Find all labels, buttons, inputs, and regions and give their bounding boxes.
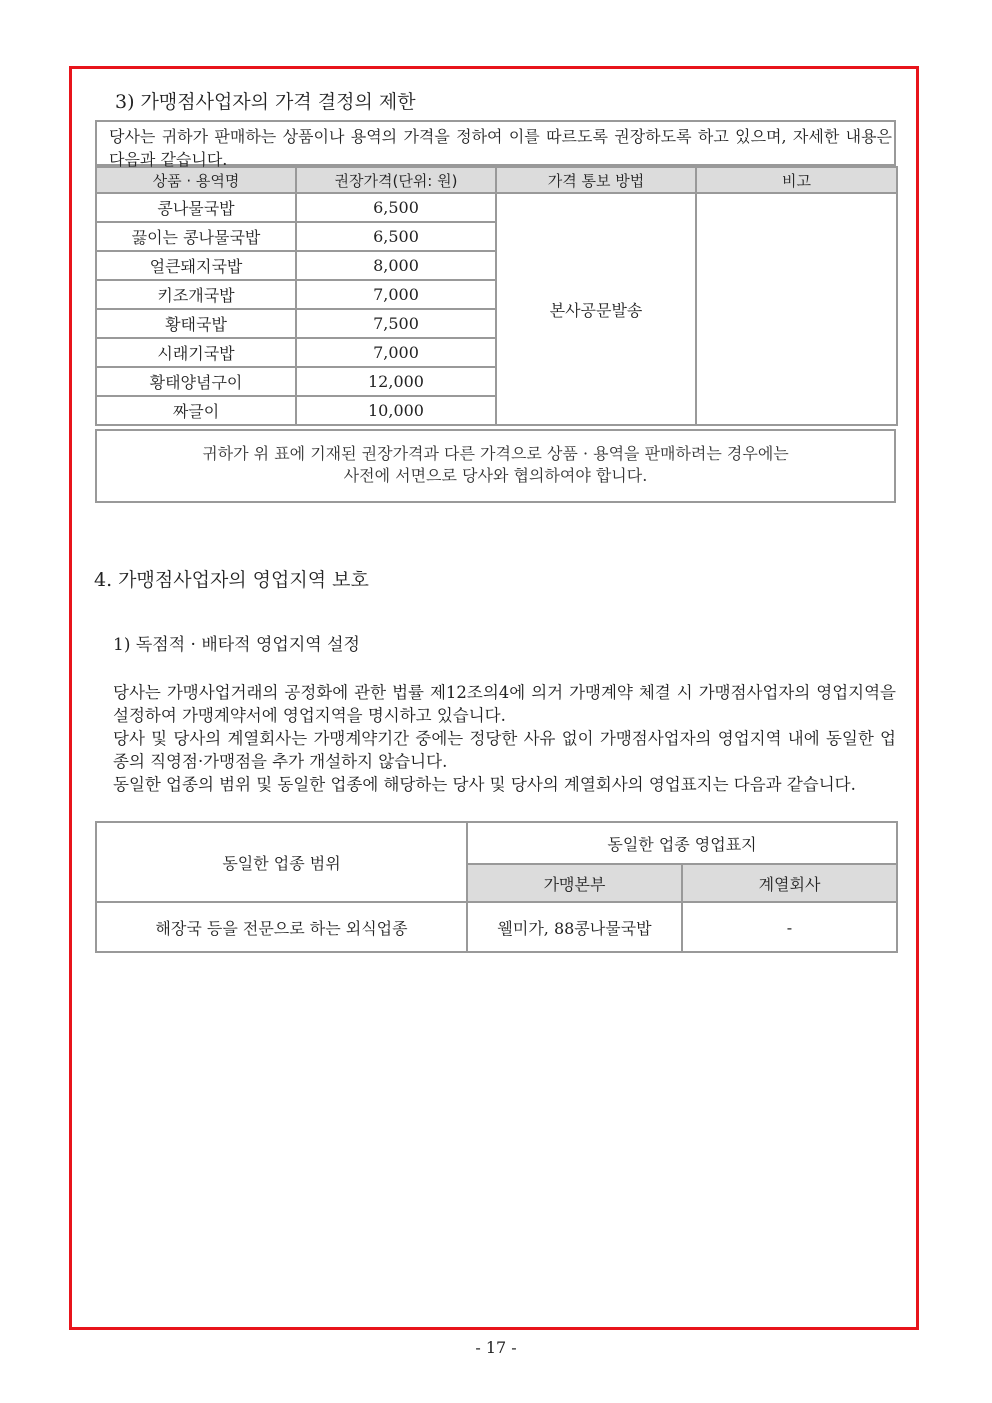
- product-price: 10,000: [296, 396, 496, 425]
- price-intro: 당사는 귀하가 판매하는 상품이나 용역의 가격을 정하여 이를 따르도록 권장하도록 하고 있으며, 자세한 내용은 다음과 같습니다.: [95, 120, 896, 166]
- table-row: [96, 902, 897, 952]
- header-franchisor: 가맹본부: [467, 864, 682, 902]
- product-price: 12,000: [296, 367, 496, 396]
- table-row: [96, 193, 897, 222]
- product-name: 황태양념구이: [96, 367, 296, 396]
- section-4-title: 4. 가맹점사업자의 영업지역 보호: [94, 569, 369, 591]
- header-product: 상품 · 용역명: [96, 167, 296, 193]
- product-name: 짜글이: [96, 396, 296, 425]
- product-name: 끓이는 콩나물국밥: [96, 222, 296, 251]
- price-table-block: [95, 120, 896, 503]
- section-4-subtitle: 1) 독점적 · 배타적 영업지역 설정: [113, 635, 360, 655]
- price-table-header: [96, 167, 897, 193]
- page-number: - 17 -: [475, 1338, 517, 1357]
- product-name: 시래기국밥: [96, 338, 296, 367]
- section-3-title: 3) 가맹점사업자의 가격 결정의 제한: [115, 91, 416, 113]
- product-price: 7,000: [296, 338, 496, 367]
- product-price: 6,500: [296, 222, 496, 251]
- product-name: 키조개국밥: [96, 280, 296, 309]
- paragraph: 당사는 가맹사업거래의 공정화에 관한 법률 제12조의4에 의거 가맹계약 체결 시 가맹점사업자의 영업지역을 설정하여 가맹계약서에 영업지역을 명시하고 있습니다.: [113, 683, 896, 725]
- header-scope: 동일한 업종 범위: [96, 822, 467, 902]
- paragraph: 동일한 업종의 범위 및 동일한 업종에 해당하는 당사 및 당사의 계열회사의 영업표지는 다음과 같습니다.: [113, 775, 856, 794]
- product-name: 콩나물국밥: [96, 193, 296, 222]
- header-affiliate: 계열회사: [682, 864, 897, 902]
- notice-method: 본사공문발송: [496, 193, 696, 425]
- price-note-line-1: 귀하가 위 표에 기재된 권장가격과 다른 가격으로 상품 · 용역을 판매하려는 경우에는: [202, 444, 789, 463]
- franchisor-brand-cell: 웰미가, 88콩나물국밥: [467, 902, 682, 952]
- scope-cell: 해장국 등을 전문으로 하는 외식업종: [96, 902, 467, 952]
- product-name: 얼큰돼지국밥: [96, 251, 296, 280]
- product-name: 황태국밥: [96, 309, 296, 338]
- affiliate-brand-cell: -: [682, 902, 897, 952]
- paragraph: 당사 및 당사의 계열회사는 가맹계약기간 중에는 정당한 사유 없이 가맹점사업자의 영업지역 내에 동일한 업종의 직영점·가맹점을 추가 개설하지 않습니다.: [113, 729, 896, 771]
- section-4-body: [113, 681, 896, 796]
- price-note: [95, 429, 896, 503]
- price-table: [95, 166, 898, 426]
- business-area-table: [95, 821, 898, 953]
- header-method: 가격 통보 방법: [496, 167, 696, 193]
- product-price: 8,000: [296, 251, 496, 280]
- header-remark: 비고: [696, 167, 897, 193]
- price-note-line-2: 사전에 서면으로 당사와 협의하여야 합니다.: [343, 466, 648, 485]
- product-price: 7,500: [296, 309, 496, 338]
- remark-cell: [696, 193, 897, 425]
- header-price: 권장가격(단위: 원): [296, 167, 496, 193]
- header-brand-group: 동일한 업종 영업표지: [467, 822, 897, 864]
- product-price: 6,500: [296, 193, 496, 222]
- product-price: 7,000: [296, 280, 496, 309]
